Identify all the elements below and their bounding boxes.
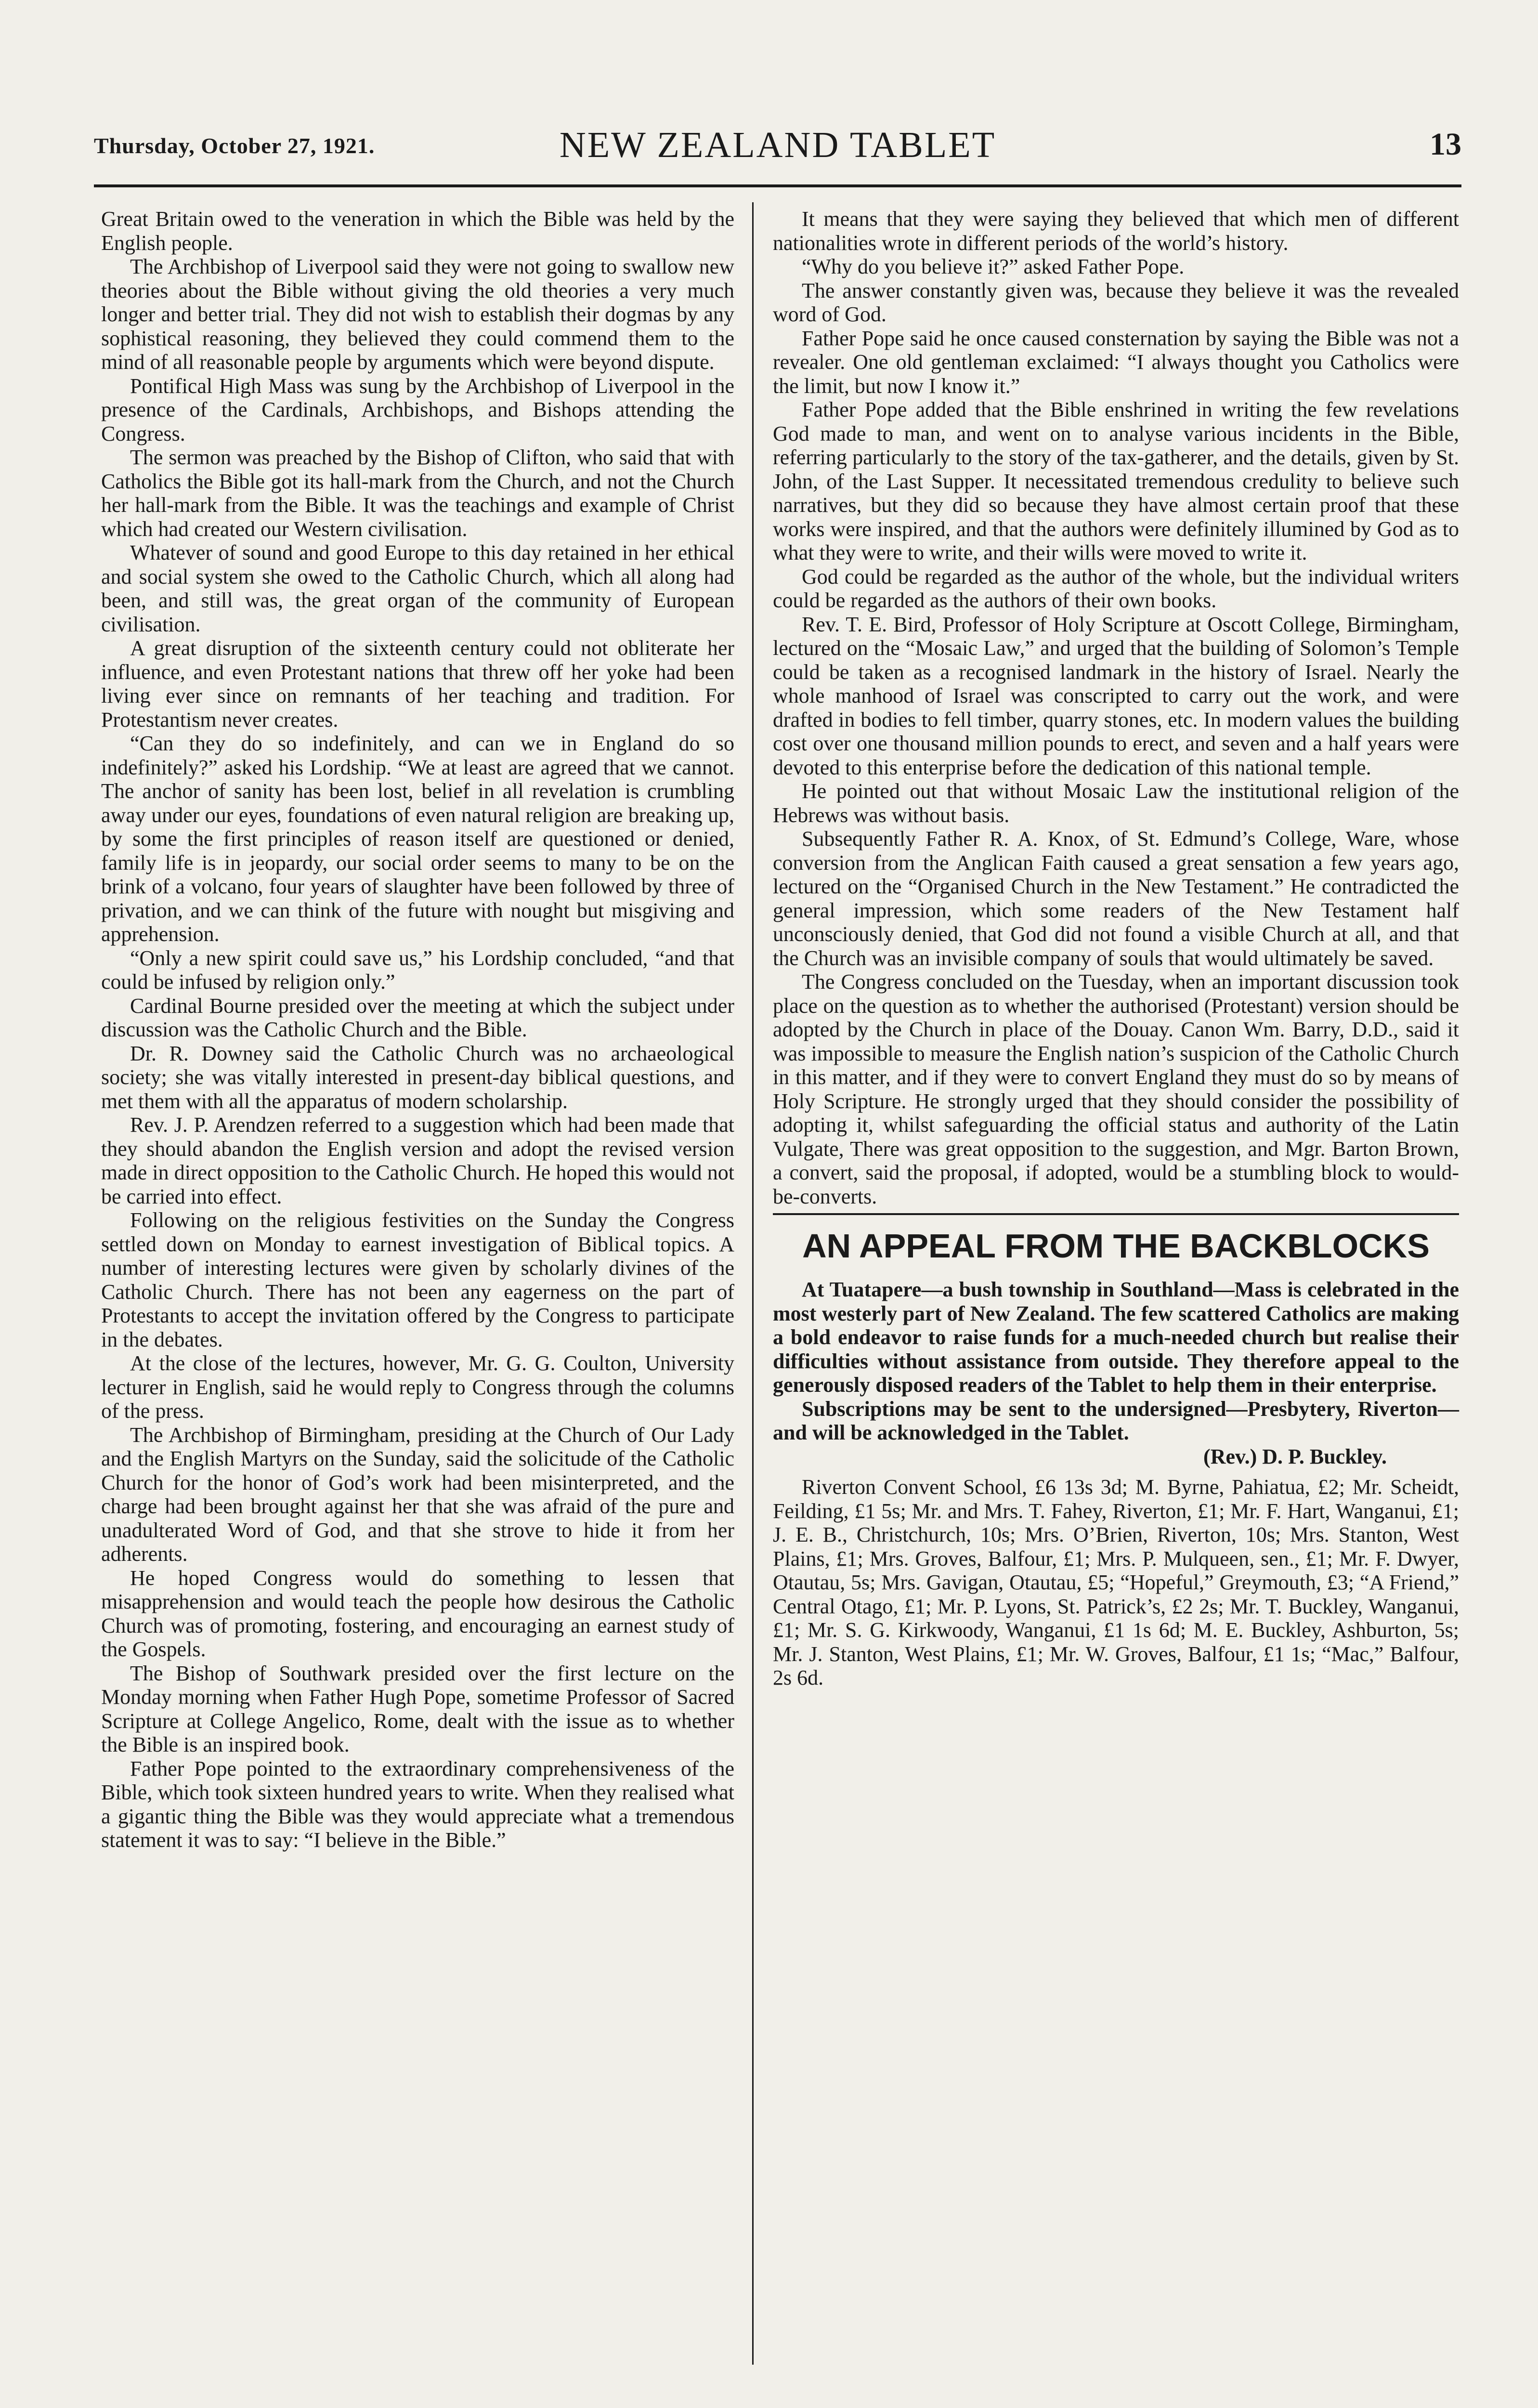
paragraph: Subsequently Father R. A. Knox, of St. Edmund’s College, Ware, whose conversion from the Anglican Faith caused a great sensation a few years ago, lectured on the “Organised Church in the New Testament.” He contradicted the general impression, which some readers of the New Testament half unconsciously denied, that God did not found a visible Church at all, and that the Church was an invisible company of souls that would ultimately be saved. — [773, 827, 1459, 970]
masthead-title: NEW ZEALAND TABLET — [559, 125, 996, 165]
paragraph: The sermon was preached by the Bishop of Clifton, who said that with Catholics the Bible got its hall-mark from the Church, and not the Church her hall-mark from the Bible. It was the teachings and example of Christ which had created our Western civilisation. — [101, 445, 734, 541]
paragraph: It means that they were saying they believed that which men of different nationalities wrote in different periods of the world’s history. — [773, 207, 1459, 255]
page-header — [94, 124, 1461, 177]
paragraph: Father Pope pointed to the extraordinary comprehensiveness of the Bible, which took sixteen hundred years to write. When they realised what a gigantic thing the Bible was they would appreciate what a tremendous statement it was to say: “I believe in the Bible.” — [101, 1756, 734, 1852]
paragraph: At the close of the lectures, however, Mr. G. G. Coulton, University lecturer in English, said he would reply to Congress through the columns of the press. — [101, 1351, 734, 1423]
column-divider — [752, 202, 754, 2365]
appeal-signature: (Rev.) D. P. Buckley. — [1203, 1444, 1387, 1468]
paragraph: “Why do you believe it?” asked Father Pope. — [802, 255, 1185, 278]
paragraph: “Only a new spirit could save us,” his Lordship concluded, “and that could be infused by religion only.” — [101, 946, 734, 994]
appeal-paragraph: Subscriptions may be sent to the undersigned—Presbytery, Riverton—and will be acknowledged in the Tablet. — [773, 1397, 1459, 1444]
paragraph: He hoped Congress would do something to lessen that misapprehension and would teach the people how desirous the Catholic Church was of promoting, fostering, and encouraging an earnest study of the Gospels. — [101, 1566, 734, 1661]
appeal-paragraph: At Tuatapere—a bush township in Southland—Mass is celebrated in the most westerly part of New Zealand. The few scattered Catholics are making a bold endeavor to raise funds for a much-needed church but realise their difficulties without assistance from outside. They therefore appeal to the generously disposed readers of the Tablet to help them in their enterprise. — [773, 1278, 1459, 1397]
paragraph: The Archbishop of Liverpool said they were not going to swallow new theories about the Bible without giving the old theories a very much longer and better trial. They did not wish to establish their dogmas by any sophistical reasoning, they believed they could commend them to the mind of all reasonable people by arguments which were beyond dispute. — [101, 255, 734, 374]
paragraph: God could be regarded as the author of the whole, but the individual writers could be regarded as the authors of their own books. — [773, 564, 1459, 612]
paragraph: Father Pope said he once caused consternation by saying the Bible was not a revealer. One old gentleman exclaimed: “I always thought you Catholics were the limit, but now I know it.” — [773, 326, 1459, 398]
subscription-list: Riverton Convent School, £6 13s 3d; M. Byrne, Pahiatua, £2; Mr. Scheidt, Feilding, £1 5s; Mr. and Mrs. T. Fahey, Riverton, £1; Mr. F. Hart, Wanganui, £1; J. E. B., Christchurch, 10s; Mrs. O’Brien, Riverton, 10s; Mrs. Stanton, West Plains, £1; Mrs. Groves, Balfour, £1; Mrs. P. Mulqueen, sen., £1; Mr. F. Dwyer, Otautau, 5s; Mrs. Gavigan, Otautau, £5; “Hopeful,” Greymouth, £3; “A Friend,” Central Otago, £1; Mr. P. Lyons, St. Patrick’s, £2 2s; Mr. T. Buckley, Wanganui, £1; Mr. S. G. Kirkwoody, Wanganui, £1 1s 6d; M. E. Buckley, Ashburton, 5s; Mr. J. Stanton, West Plains, £1; Mr. W. Groves, Balfour, £1 1s; “Mac,” Balfour, 2s 6d. — [773, 1475, 1459, 1689]
paragraph: The Archbishop of Birmingham, presiding at the Church of Our Lady and the English Martyrs on the Sunday, said the solicitude of the Catholic Church for the honor of God’s work had been misinterpreted, and the charge had been brought against her that she was afraid of the pure and unadulterated Word of God, and that she strove to hide it from her adherents. — [101, 1423, 734, 1566]
paragraph: The answer constantly given was, because they believe it was the revealed word of God. — [773, 278, 1459, 326]
section-rule — [773, 1213, 1459, 1215]
paragraph: Father Pope added that the Bible enshrined in writing the few revelations God made to man, and went on to analyse various incidents in the Bible, referring particularly to the story of the tax-gatherer, and the details, given by St. John, of the Last Supper. It necessitated tremendous credulity to believe such narratives, but they did so because they have almost certain proof that these works were inspired, and that the authors were definitely illumined by God as to what they were to write, and their wills were moved to write it. — [773, 398, 1459, 564]
paragraph: A great disruption of the sixteenth century could not obliterate her influence, and even Protestant nations that threw off her yoke had been living ever since on remnants of her teaching and tradition. For Protestantism never creates. — [101, 636, 734, 732]
paragraph: Pontifical High Mass was sung by the Archbishop of Liverpool in the presence of the Cardinals, Archbishops, and Bishops attending the Congress. — [101, 374, 734, 445]
paragraph: Following on the religious festivities on the Sunday the Congress settled down on Monday to earnest investigation of Biblical topics. A number of interesting lectures were given by scholarly divines of the Catholic Church. There has not been any eagerness on the part of Protestants to accept the invitation offered by the Congress to participate in the debates. — [101, 1208, 734, 1351]
paragraph: Whatever of sound and good Europe to this day retained in her ethical and social system she owed to the Catholic Church, which all along had been, and still was, the great organ of the community of European civilisation. — [101, 541, 734, 636]
appeal-heading: AN APPEAL FROM THE BACKBLOCKS — [802, 1227, 1430, 1265]
paragraph: Rev. T. E. Bird, Professor of Holy Scripture at Oscott College, Birmingham, lectured on the “Mosaic Law,” and urged that the building of Solomon’s Temple could be taken as a recognised landmark in the history of Israel. Nearly the whole manhood of Israel was conscripted to carry out the work, and were drafted in bodies to fell timber, quarry stones, etc. In modern values the building cost over one thousand million pounds to erect, and seven and a half years were devoted to this enterprise before the dedication of this national temple. — [773, 612, 1459, 779]
page-number: 13 — [1430, 127, 1461, 162]
paragraph: The Bishop of Southwark presided over the first lecture on the Monday morning when Father Hugh Pope, sometime Professor of Sacred Scripture at College Angelico, Rome, dealt with the issue as to whether the Bible is an inspired book. — [101, 1661, 734, 1756]
paragraph: “Can they do so indefinitely, and can we in England do so indefinitely?” asked his Lordship. “We at least are agreed that we cannot. The anchor of sanity has been lost, belief in all revelation is crumbling away under our eyes, foundations of even natural religion are breaking up, by some the first principles of reason itself are questioned or denied, family life is in jeopardy, our social order seems to many to be on the brink of a volcano, four years of slaughter have been followed by three of privation, and we can think of the future with nought but misgiving and apprehension. — [101, 732, 734, 946]
paragraph: Great Britain owed to the veneration in which the Bible was held by the English people. — [101, 207, 734, 255]
header-rule — [94, 184, 1461, 187]
paragraph: Rev. J. P. Arendzen referred to a suggestion which had been made that they should abandon the English version and adopt the revised version made in direct opposition to the Catholic Church. He hoped this would not be carried into effect. — [101, 1113, 734, 1208]
paragraph: The Congress concluded on the Tuesday, when an important discussion took place on the question as to whether the authorised (Protestant) version should be adopted by the Church in place of the Douay. Canon Wm. Barry, D.D., said it was impossible to measure the English nation’s suspicion of the Catholic Church in this matter, and if they were to convert England they must do so by means of Holy Scripture. He strongly urged that they should consider the possibility of adopting it, whilst safeguarding the official status and authority of the Latin Vulgate, There was great opposition to the suggestion, and Mgr. Barton Brown, a convert, said the proposal, if adopted, would be a stumbling block to would-be-converts. — [773, 970, 1459, 1208]
paragraph: He pointed out that without Mosaic Law the institutional religion of the Hebrews was without basis. — [773, 779, 1459, 827]
left-column — [101, 207, 734, 1852]
right-column — [773, 207, 1459, 1690]
appeal-notice — [773, 1278, 1459, 1468]
paragraph: Cardinal Bourne presided over the meeting at which the subject under discussion was the Catholic Church and the Bible. — [101, 994, 734, 1041]
issue-date: Thursday, October 27, 1921. — [94, 133, 375, 158]
paragraph: Dr. R. Downey said the Catholic Church was no archaeological society; she was vitally interested in present-day biblical questions, and met them with all the apparatus of modern scholarship. — [101, 1041, 734, 1113]
